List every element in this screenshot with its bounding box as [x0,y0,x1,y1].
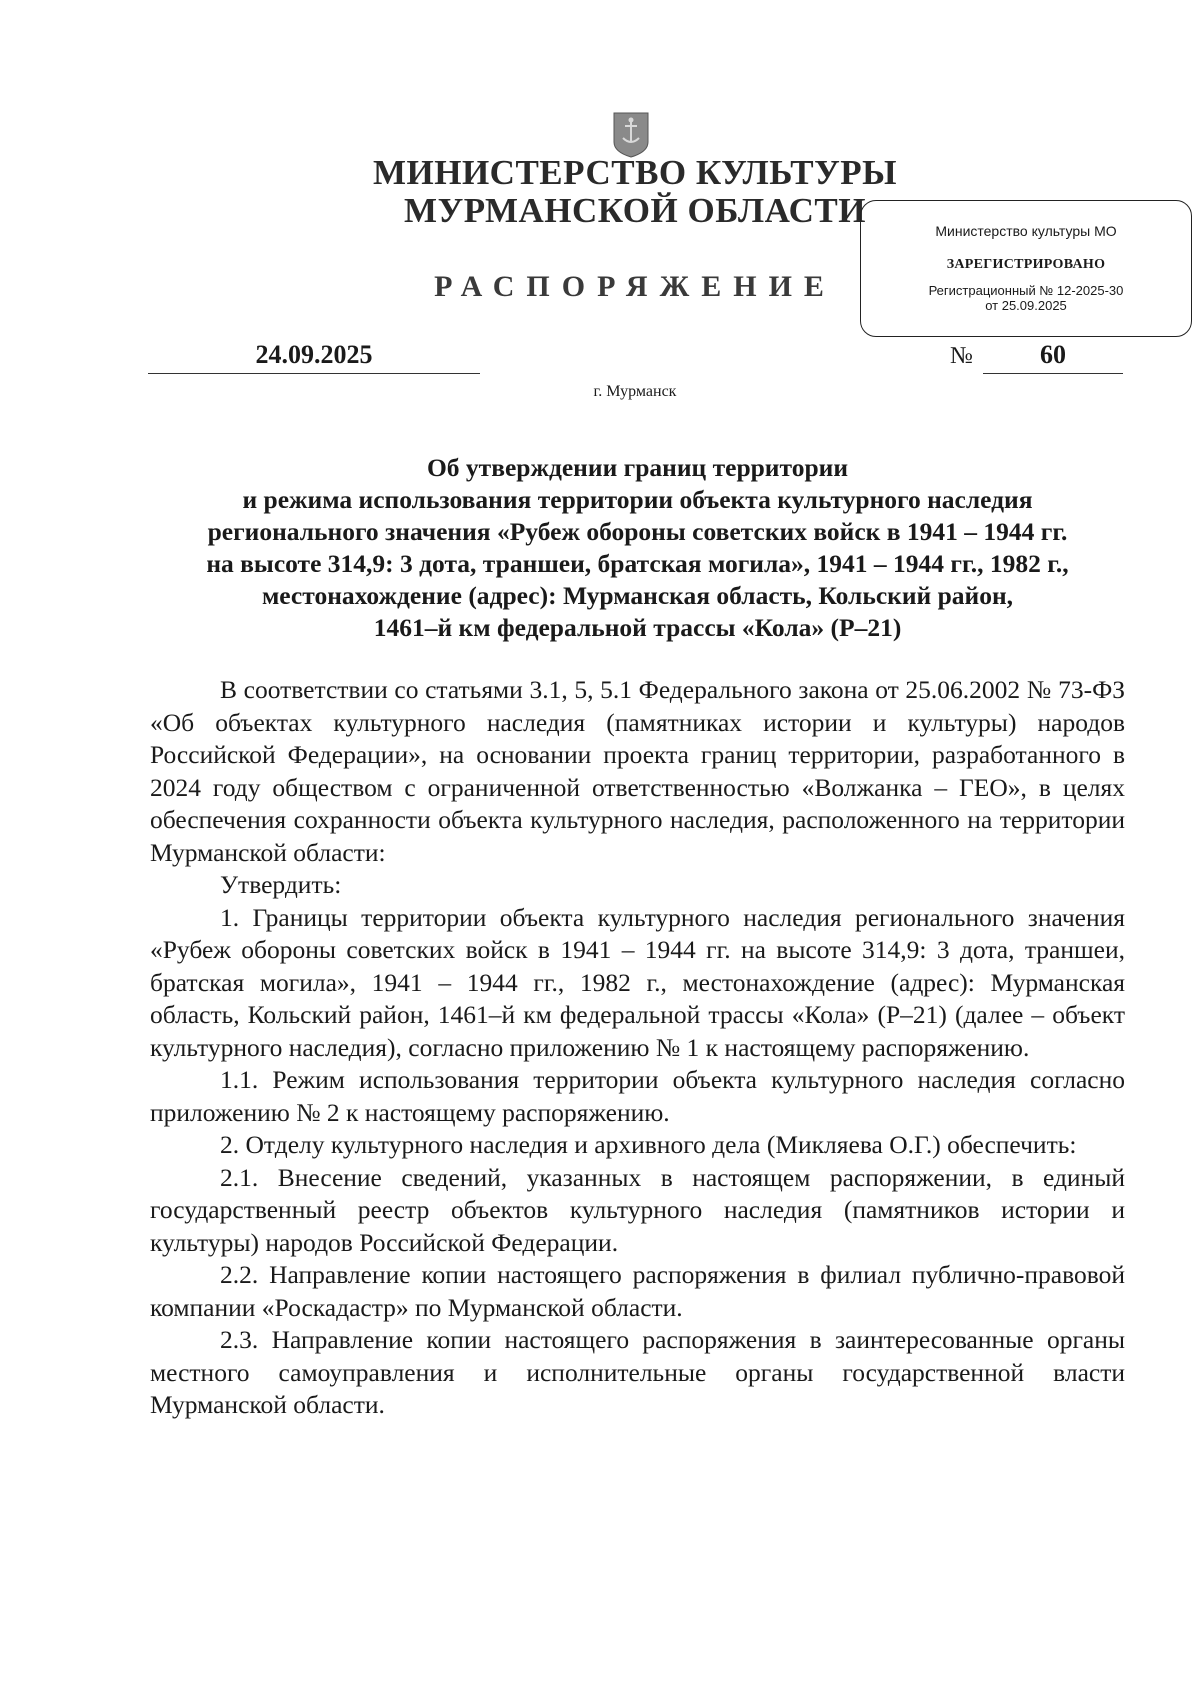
heading-line: регионального значения «Рубеж обороны советских войск в 1941 – 1944 гг. [207,517,1068,546]
city: г. Мурманск [593,383,677,400]
stamp-status: ЗАРЕГИСТРИРОВАНО [946,257,1106,272]
heading-line: местонахождение (адрес): Мурманская область, Кольский район, [261,581,1014,610]
body-paragraph-preamble: В соответствии со статьями 3.1, 5, 5.1 Федерального закона от 25.06.2002 № 73-ФЗ «Об объектах культурного наследия (памятниках истории и культуры) народов Российской Федерации», на основании проекта границ территории, разработанного в 2024 году обществом с ограниченной ответственностью «Волжанка – ГЕО», в целях обеспечения сохранности объекта культурного наследия, расположенного на территории Мурманской области: [150,675,1125,867]
stamp-registration-number: Регистрационный № 12-2025-30 [928,283,1124,298]
document-number: 60 [983,340,1123,374]
document-heading [150,452,1125,644]
ministry-name-line2: МУРМАНСКОЙ ОБЛАСТИ [404,191,866,230]
ministry-name-line1: МИНИСТЕРСТВО КУЛЬТУРЫ [372,153,898,192]
body-paragraph-2-3: 2.3. Направление копии настоящего распоряжения в заинтересованные органы местного самоуправления и исполнительные органы государственной власти Мурманской области. [150,1325,1125,1419]
heading-line: и режима использования территории объекта культурного наследия [242,485,1033,514]
body-paragraph-1-1: 1.1. Режим использования территории объекта культурного наследия согласно приложению № 2 к настоящему распоряжению. [150,1065,1125,1127]
body-paragraph-approve: Утвердить: [220,870,342,899]
heading-line: 1461–й км федеральной трассы «Кола» (Р–21) [373,613,902,642]
number-sign: № [950,343,973,369]
stamp-organization: Министерство культуры МО [935,223,1117,239]
document-type-title: РАСПОРЯЖЕНИЕ [434,270,836,303]
body-paragraph-1: 1. Границы территории объекта культурного наследия регионального значения «Рубеж обороны советских войск в 1941 – 1944 гг. на высоте 314,9: 3 дота, траншеи, братская могила», 1941 – 1944 гг., 1982 г., местонахождение (адрес): Мурманская область, Кольский район, 1461–й км федеральной трассы «Кола» (Р–21) (далее – объект культурного наследия), согласно приложению № 1 к настоящему распоряжению. [150,902,1125,1062]
stamp-registration [861,283,1191,313]
body-paragraph-2: 2. Отделу культурного наследия и архивного дела (Микляева О.Г.) обеспечить: [220,1130,1077,1159]
body-paragraph-2-2: 2.2. Направление копии настоящего распоряжения в филиал публично-правовой компании «Роскадастр» по Мурманской области. [150,1260,1125,1322]
heading-line: Об утверждении границ территории [426,453,849,482]
heading-line: на высоте 314,9: 3 дота, траншеи, братская могила», 1941 – 1944 гг., 1982 г., [206,549,1069,578]
registration-stamp [860,200,1192,337]
document-date: 24.09.2025 [148,340,480,374]
document-body [150,674,1125,1422]
body-paragraph-2-1: 2.1. Внесение сведений, указанных в настоящем распоряжении, в единый государственный реестр объектов культурного наследия (памятников истории и культуры) народов Российской Федерации. [150,1162,1125,1257]
stamp-registration-date: от 25.09.2025 [985,298,1067,313]
